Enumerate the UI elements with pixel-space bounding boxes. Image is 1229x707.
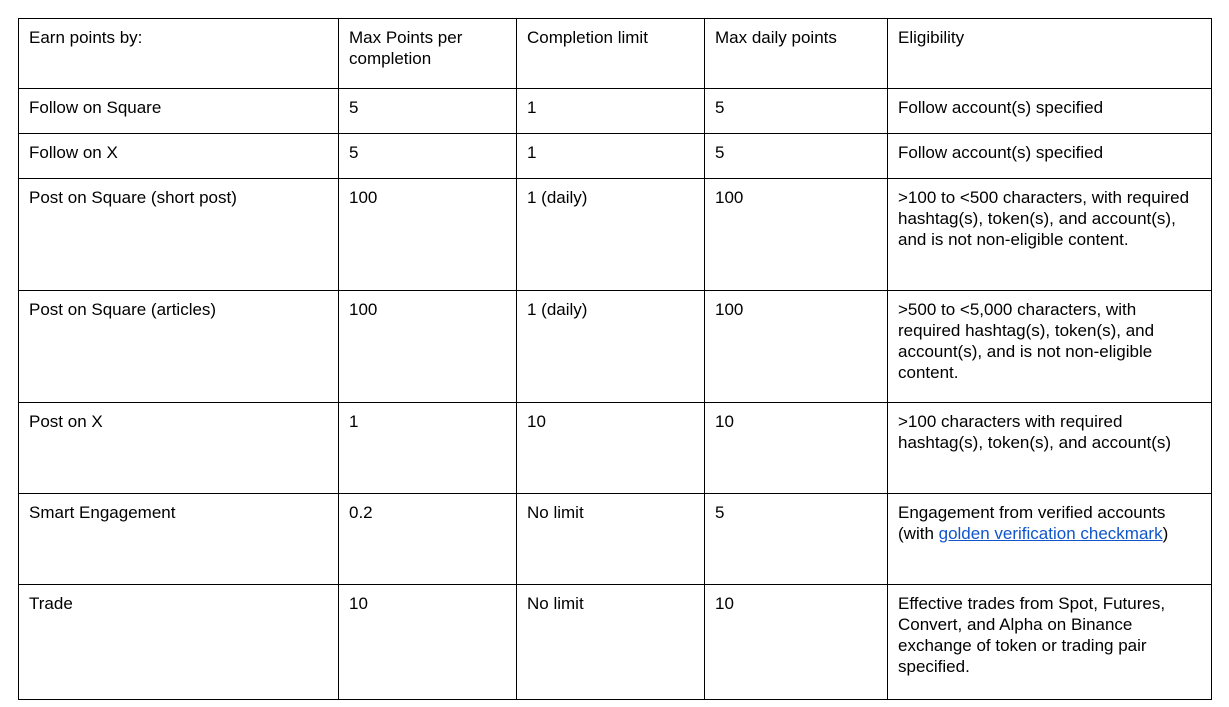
cell-max-daily: 5 [705,134,888,179]
cell-eligibility: >100 to <500 characters, with required hashtag(s), token(s), and account(s), and is not non-eligible content. [888,179,1212,291]
cell-eligibility: Follow account(s) specified [888,134,1212,179]
table-row [19,134,1212,179]
eligibility-text-prefix: Engagement from verified accounts (with [898,503,1166,543]
header-max-points-per-completion: Max Points per completion [339,19,517,89]
cell-max-points: 0.2 [339,494,517,585]
cell-max-points: 5 [339,134,517,179]
cell-max-daily: 100 [705,179,888,291]
table-header-row [19,19,1212,89]
cell-max-daily: 10 [705,403,888,494]
table-row [19,494,1212,585]
cell-eligibility: Effective trades from Spot, Futures, Convert, and Alpha on Binance exchange of token or trading pair specified. [888,585,1212,700]
cell-completion-limit: No limit [517,494,705,585]
cell-activity: Follow on Square [19,89,339,134]
cell-completion-limit: No limit [517,585,705,700]
cell-completion-limit: 1 [517,89,705,134]
cell-activity: Follow on X [19,134,339,179]
cell-activity: Smart Engagement [19,494,339,585]
eligibility-text-suffix: ) [1162,524,1169,543]
cell-activity: Trade [19,585,339,700]
cell-completion-limit: 1 (daily) [517,179,705,291]
header-max-daily-points: Max daily points [705,19,888,89]
cell-eligibility [888,494,1212,585]
cell-eligibility: >100 characters with required hashtag(s), token(s), and account(s) [888,403,1212,494]
table-row [19,179,1212,291]
cell-activity: Post on Square (articles) [19,291,339,403]
cell-max-daily: 10 [705,585,888,700]
table-row [19,403,1212,494]
cell-max-points: 100 [339,179,517,291]
cell-completion-limit: 1 [517,134,705,179]
cell-max-daily: 100 [705,291,888,403]
golden-verification-checkmark-link[interactable]: golden verification checkmark [938,524,1163,543]
table-row [19,585,1212,700]
cell-max-points: 10 [339,585,517,700]
cell-eligibility: >500 to <5,000 characters, with required hashtag(s), token(s), and account(s), and is not non-eligible content. [888,291,1212,403]
cell-activity: Post on X [19,403,339,494]
cell-activity: Post on Square (short post) [19,179,339,291]
header-earn-points-by: Earn points by: [19,19,339,89]
earn-points-table [18,18,1212,700]
cell-max-daily: 5 [705,89,888,134]
cell-completion-limit: 1 (daily) [517,291,705,403]
cell-max-points: 100 [339,291,517,403]
cell-max-points: 5 [339,89,517,134]
cell-max-points: 1 [339,403,517,494]
table-row [19,89,1212,134]
header-eligibility: Eligibility [888,19,1212,89]
header-completion-limit: Completion limit [517,19,705,89]
cell-max-daily: 5 [705,494,888,585]
cell-completion-limit: 10 [517,403,705,494]
cell-eligibility: Follow account(s) specified [888,89,1212,134]
table-row [19,291,1212,403]
